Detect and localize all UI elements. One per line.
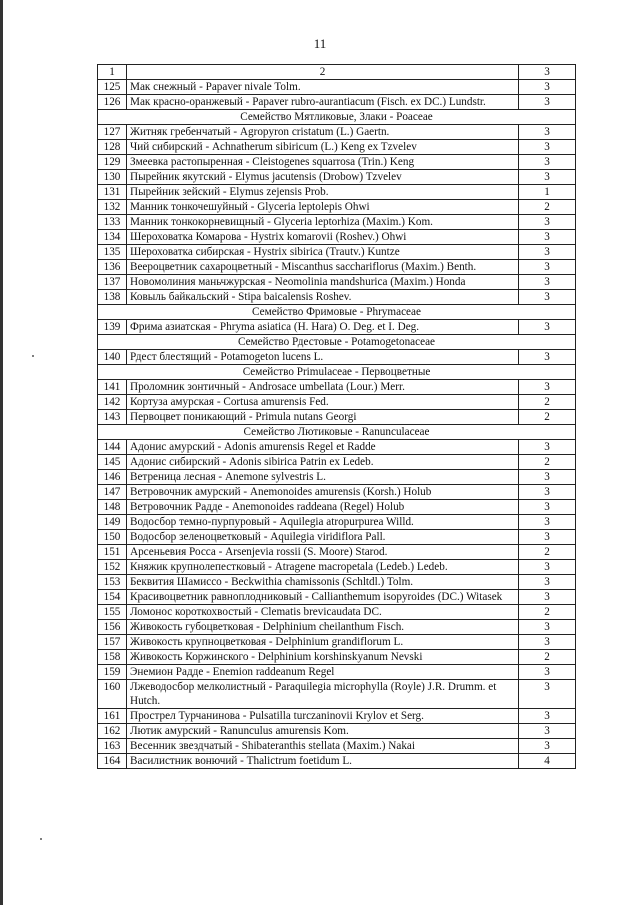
table-row <box>98 140 576 155</box>
row-number: 153 <box>98 575 127 590</box>
page-number: 11 <box>313 36 327 51</box>
row-number: 125 <box>98 80 127 95</box>
category-value: 3 <box>519 215 576 230</box>
family-row <box>98 335 576 350</box>
category-value: 3 <box>519 245 576 260</box>
table-row <box>98 605 576 620</box>
category-value: 3 <box>519 485 576 500</box>
category-value: 3 <box>519 275 576 290</box>
species-name: Ветровочник Радде - Anemonoides raddeana (Regel) Holub <box>127 500 519 515</box>
species-name: Новомолиния маньчжурская - Neomolinia mandshurica (Maxim.) Honda <box>127 275 519 290</box>
table-row <box>98 680 576 709</box>
family-name: Семейство Лютиковые - Ranunculaceae <box>98 425 576 440</box>
table-row <box>98 635 576 650</box>
table-row <box>98 650 576 665</box>
species-name: Пырейник зейский - Elymus zejensis Prob. <box>127 185 519 200</box>
category-value: 2 <box>519 395 576 410</box>
table-row <box>98 185 576 200</box>
row-number: 156 <box>98 620 127 635</box>
category-value: 2 <box>519 410 576 425</box>
species-name: Живокость Коржинского - Delphinium korshinskyanum Nevski <box>127 650 519 665</box>
table-row <box>98 530 576 545</box>
table-row <box>98 709 576 724</box>
species-name: Водосбор темно-пурпуровый - Aquilegia atropurpurea Willd. <box>127 515 519 530</box>
header-col-name: 2 <box>127 65 519 80</box>
table-row <box>98 455 576 470</box>
page-left-edge <box>0 0 3 905</box>
table-row <box>98 350 576 365</box>
row-number: 157 <box>98 635 127 650</box>
table-row <box>98 395 576 410</box>
category-value: 3 <box>519 530 576 545</box>
species-name: Фрима азиатская - Phryma asiatica (H. Hara) O. Deg. et I. Deg. <box>127 320 519 335</box>
category-value: 2 <box>519 650 576 665</box>
table-row <box>98 470 576 485</box>
species-name: Житняк гребенчатый - Agropyron cristatum (L.) Gaertn. <box>127 125 519 140</box>
family-name: Семейство Primulaceae - Первоцветные <box>98 365 576 380</box>
category-value: 3 <box>519 739 576 754</box>
species-name: Ломонос короткохвостый - Clematis brevicaudata DC. <box>127 605 519 620</box>
row-number: 140 <box>98 350 127 365</box>
species-name: Проломник зонтичный - Androsace umbellata (Lour.) Merr. <box>127 380 519 395</box>
category-value: 1 <box>519 185 576 200</box>
species-name: Манник тонкочешуйный - Glyceria leptolepis Ohwi <box>127 200 519 215</box>
species-name: Кортуза амурская - Cortusa amurensis Fed. <box>127 395 519 410</box>
row-number: 135 <box>98 245 127 260</box>
table-row <box>98 170 576 185</box>
row-number: 132 <box>98 200 127 215</box>
row-number: 129 <box>98 155 127 170</box>
category-value: 3 <box>519 260 576 275</box>
category-value: 2 <box>519 545 576 560</box>
category-value: 3 <box>519 80 576 95</box>
table-row <box>98 230 576 245</box>
row-number: 149 <box>98 515 127 530</box>
row-number: 137 <box>98 275 127 290</box>
table-row <box>98 215 576 230</box>
category-value: 3 <box>519 440 576 455</box>
row-number: 163 <box>98 739 127 754</box>
species-name: Змеевка растопыренная - Cleistogenes squarrosa (Trin.) Keng <box>127 155 519 170</box>
species-name: Лжеводосбор мелколистный - Paraquilegia microphylla (Royle) J.R. Drumm. et Hutch. <box>127 680 519 709</box>
row-number: 138 <box>98 290 127 305</box>
table-row <box>98 545 576 560</box>
table-row <box>98 260 576 275</box>
species-name: Водосбор зеленоцветковый - Aquilegia viridiflora Pall. <box>127 530 519 545</box>
row-number: 142 <box>98 395 127 410</box>
family-row <box>98 365 576 380</box>
category-value: 3 <box>519 724 576 739</box>
species-name: Лютик амурский - Ranunculus amurensis Kom. <box>127 724 519 739</box>
category-value: 3 <box>519 560 576 575</box>
species-name: Мак красно-оранжевый - Papaver rubro-aurantiacum (Fisch. ex DC.) Lundstr. <box>127 95 519 110</box>
category-value: 3 <box>519 140 576 155</box>
row-number: 144 <box>98 440 127 455</box>
row-number: 141 <box>98 380 127 395</box>
species-name: Шероховатка сибирская - Hystrix sibirica (Trautv.) Kuntze <box>127 245 519 260</box>
species-name: Рдест блестящий - Potamogeton lucens L. <box>127 350 519 365</box>
family-name: Семейство Фримовые - Phrymaceae <box>98 305 576 320</box>
species-name: Живокость крупноцветковая - Delphinium grandiflorum L. <box>127 635 519 650</box>
row-number: 146 <box>98 470 127 485</box>
category-value: 4 <box>519 754 576 769</box>
category-value: 3 <box>519 680 576 709</box>
category-value: 3 <box>519 230 576 245</box>
species-name: Манник тонкокорневищный - Glyceria leptorhiza (Maxim.) Kom. <box>127 215 519 230</box>
species-name: Веероцветник сахароцветный - Miscanthus sacchariflorus (Maxim.) Benth. <box>127 260 519 275</box>
table-row <box>98 515 576 530</box>
row-number: 155 <box>98 605 127 620</box>
row-number: 148 <box>98 500 127 515</box>
scan-speck <box>32 355 34 357</box>
species-name: Княжик крупнолепестковый - Atragene macropetala (Ledeb.) Ledeb. <box>127 560 519 575</box>
table-row <box>98 410 576 425</box>
row-number: 134 <box>98 230 127 245</box>
category-value: 3 <box>519 380 576 395</box>
category-value: 2 <box>519 605 576 620</box>
category-value: 3 <box>519 665 576 680</box>
row-number: 130 <box>98 170 127 185</box>
row-number: 151 <box>98 545 127 560</box>
header-col-category: 3 <box>519 65 576 80</box>
table-header-row <box>98 65 576 80</box>
row-number: 162 <box>98 724 127 739</box>
table-row <box>98 200 576 215</box>
table-row <box>98 575 576 590</box>
species-name: Адонис амурский - Adonis amurensis Regel et Radde <box>127 440 519 455</box>
category-value: 3 <box>519 320 576 335</box>
table-row <box>98 80 576 95</box>
table-row <box>98 754 576 769</box>
species-name: Арсеньевия Росса - Arsenjevia rossii (S. Moore) Starod. <box>127 545 519 560</box>
category-value: 3 <box>519 575 576 590</box>
table-row <box>98 245 576 260</box>
table-row <box>98 620 576 635</box>
row-number: 158 <box>98 650 127 665</box>
row-number: 126 <box>98 95 127 110</box>
table-row <box>98 320 576 335</box>
row-number: 147 <box>98 485 127 500</box>
row-number: 128 <box>98 140 127 155</box>
category-value: 3 <box>519 350 576 365</box>
table-row <box>98 739 576 754</box>
species-name: Прострел Турчанинова - Pulsatilla turczaninovii Krylov et Serg. <box>127 709 519 724</box>
family-row <box>98 110 576 125</box>
table-row <box>98 125 576 140</box>
header-col-number: 1 <box>98 65 127 80</box>
table-row <box>98 724 576 739</box>
row-number: 127 <box>98 125 127 140</box>
category-value: 3 <box>519 290 576 305</box>
species-name: Шероховатка Комарова - Hystrix komarovii (Roshev.) Ohwi <box>127 230 519 245</box>
table-row <box>98 290 576 305</box>
species-name: Беквития Шамиссо - Beckwithia chamissonis (Schltdl.) Tolm. <box>127 575 519 590</box>
category-value: 3 <box>519 620 576 635</box>
table-row <box>98 380 576 395</box>
species-table-body <box>98 65 576 769</box>
row-number: 139 <box>98 320 127 335</box>
species-name: Василистник вонючий - Thalictrum foetidum L. <box>127 754 519 769</box>
table-row <box>98 155 576 170</box>
row-number: 150 <box>98 530 127 545</box>
family-row <box>98 425 576 440</box>
category-value: 3 <box>519 515 576 530</box>
category-value: 3 <box>519 95 576 110</box>
species-name: Весенник звездчатый - Shibateranthis stellata (Maxim.) Nakai <box>127 739 519 754</box>
table-row <box>98 95 576 110</box>
table-row <box>98 590 576 605</box>
row-number: 145 <box>98 455 127 470</box>
category-value: 3 <box>519 155 576 170</box>
table-row <box>98 665 576 680</box>
row-number: 136 <box>98 260 127 275</box>
species-name: Энемион Радде - Enemion raddeanum Regel <box>127 665 519 680</box>
category-value: 3 <box>519 470 576 485</box>
scan-speck <box>40 838 42 840</box>
row-number: 159 <box>98 665 127 680</box>
row-number: 133 <box>98 215 127 230</box>
species-name: Ковыль байкальский - Stipa baicalensis Roshev. <box>127 290 519 305</box>
row-number: 143 <box>98 410 127 425</box>
species-name: Красивоцветник равноплодниковый - Callianthemum isopyroides (DC.) Witasek <box>127 590 519 605</box>
species-name: Адонис сибирский - Adonis sibirica Patrin ex Ledeb. <box>127 455 519 470</box>
table-row <box>98 440 576 455</box>
category-value: 3 <box>519 170 576 185</box>
species-name: Чий сибирский - Achnatherum sibiricum (L.) Keng ex Tzvelev <box>127 140 519 155</box>
category-value: 3 <box>519 500 576 515</box>
species-name: Ветровочник амурский - Anemonoides amurensis (Korsh.) Holub <box>127 485 519 500</box>
table-row <box>98 275 576 290</box>
table-row <box>98 560 576 575</box>
category-value: 3 <box>519 709 576 724</box>
category-value: 3 <box>519 635 576 650</box>
family-name: Семейство Мятликовые, Злаки - Poaceae <box>98 110 576 125</box>
table-row <box>98 485 576 500</box>
species-name: Мак снежный - Papaver nivale Tolm. <box>127 80 519 95</box>
species-table <box>97 64 576 769</box>
table-row <box>98 500 576 515</box>
species-name: Живокость губоцветковая - Delphinium cheilanthum Fisch. <box>127 620 519 635</box>
family-row <box>98 305 576 320</box>
row-number: 164 <box>98 754 127 769</box>
row-number: 160 <box>98 680 127 709</box>
row-number: 161 <box>98 709 127 724</box>
species-name: Первоцвет поникающий - Primula nutans Georgi <box>127 410 519 425</box>
row-number: 152 <box>98 560 127 575</box>
row-number: 131 <box>98 185 127 200</box>
family-name: Семейство Рдестовые - Potamogetonaceae <box>98 335 576 350</box>
species-name: Пырейник якутский - Elymus jacutensis (Drobow) Tzvelev <box>127 170 519 185</box>
category-value: 3 <box>519 590 576 605</box>
row-number: 154 <box>98 590 127 605</box>
species-name: Ветреница лесная - Anemone sylvestris L. <box>127 470 519 485</box>
category-value: 2 <box>519 455 576 470</box>
category-value: 3 <box>519 125 576 140</box>
category-value: 2 <box>519 200 576 215</box>
